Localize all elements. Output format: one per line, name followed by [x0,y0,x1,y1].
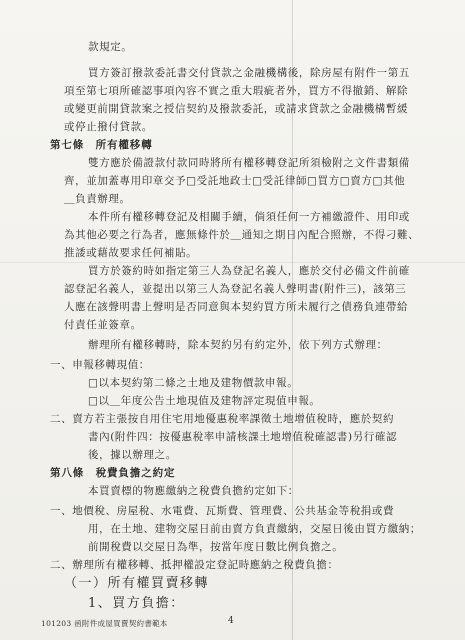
text-line: ＿負責辦理。 [64,193,131,205]
text-line: 二、辦理所有權移轉、抵押權設定登記時應納之稅費負擔： [50,559,339,571]
text-line: 本買賣標的物應繳納之稅費負擔約定如下： [88,485,299,497]
text-line: 買方於簽約時如指定第三人為登記名義人，應於交付必備文件前確 [88,265,410,277]
text-line: 本件所有權移轉登記及相關手續，倘須任何一方補繳證件、用印或 [88,211,410,223]
text-line: 或變更前開貸款案之授信契約及撥款委託，或請求貸款之金融機構暫緩 [64,103,409,115]
text-line: 1、買方負擔： [88,596,185,611]
text-line: 辦理所有權移轉時，除本契約另有約定外，依下列方式辦理： [88,339,388,351]
text-line: 用，在土地、建物交屋日前由賣方負責繳納，交屋日後由買方繳納； [88,523,421,535]
text-line: 或停止撥付貸款。 [64,121,153,133]
article-heading: 第八條 稅費負擔之約定 [50,467,176,479]
text-line: 雙方應於備證款付款同時將所有權移轉登記所須檢附之文件書類備 [88,157,410,169]
text-line: 前開稅費以交屋日為準，按當年度日數比例負擔之。 [88,541,344,553]
text-line: 認登記名義人，並提出以第三人為登記名義人聲明書(附件三)，該第三 [64,283,407,295]
text-line: 一、地價稅、房屋稅、水電費、瓦斯費、管理費、公共基金等稅捐或費 [50,505,395,517]
text-line: □以＿年度公告土地現值及建物評定現值申報。 [88,395,321,407]
text-line: 人應在該聲明書上聲明是否同意與本契約買方所未履行之債務負連帶給 [64,301,409,313]
text-line: 項至第七項所確認事項內容不實之重大瑕疵者外，買方不得撤銷、解除 [64,85,409,97]
text-line: 付責任並簽章。 [64,319,142,331]
text-line: 二、賣方若主張按自用住宅用地優惠稅率課徵土地增值稅時，應於契約 [50,413,395,425]
text-line: 一、申報移轉現值： [50,359,150,371]
footer-document-title: 101203 函附件成屋買賣契約書範本 [41,619,168,628]
text-line: 書內(附件四：按優惠稅率申請核課土地增值稅確認書)另行確認 [88,431,398,443]
text-line: 款規定。 [88,41,133,53]
text-line: 買方簽訂撥款委託書交付貸款之金融機構後，除房屋有附件一第五 [88,67,410,79]
text-line: □以本契約第二條之土地及建物價款申報。 [88,377,299,389]
text-line: （一）所有權買賣移轉 [64,576,210,591]
text-line: 齊，並加蓋專用印章交予□受託地政士□受託律師□買方□賣方□其他 [64,175,406,187]
page-number: 4 [228,616,234,626]
text-line: 後，據以辦理之。 [88,449,177,461]
text-line: 推諉或藉故要求任何補貼。 [64,247,198,259]
text-line: 為其他必要之行為者，應無條件於＿通知之期日內配合照辦，不得刁難、 [64,229,420,241]
paper-fold-line [0,262,465,263]
article-heading: 第七條 所有權移轉 [50,139,153,151]
